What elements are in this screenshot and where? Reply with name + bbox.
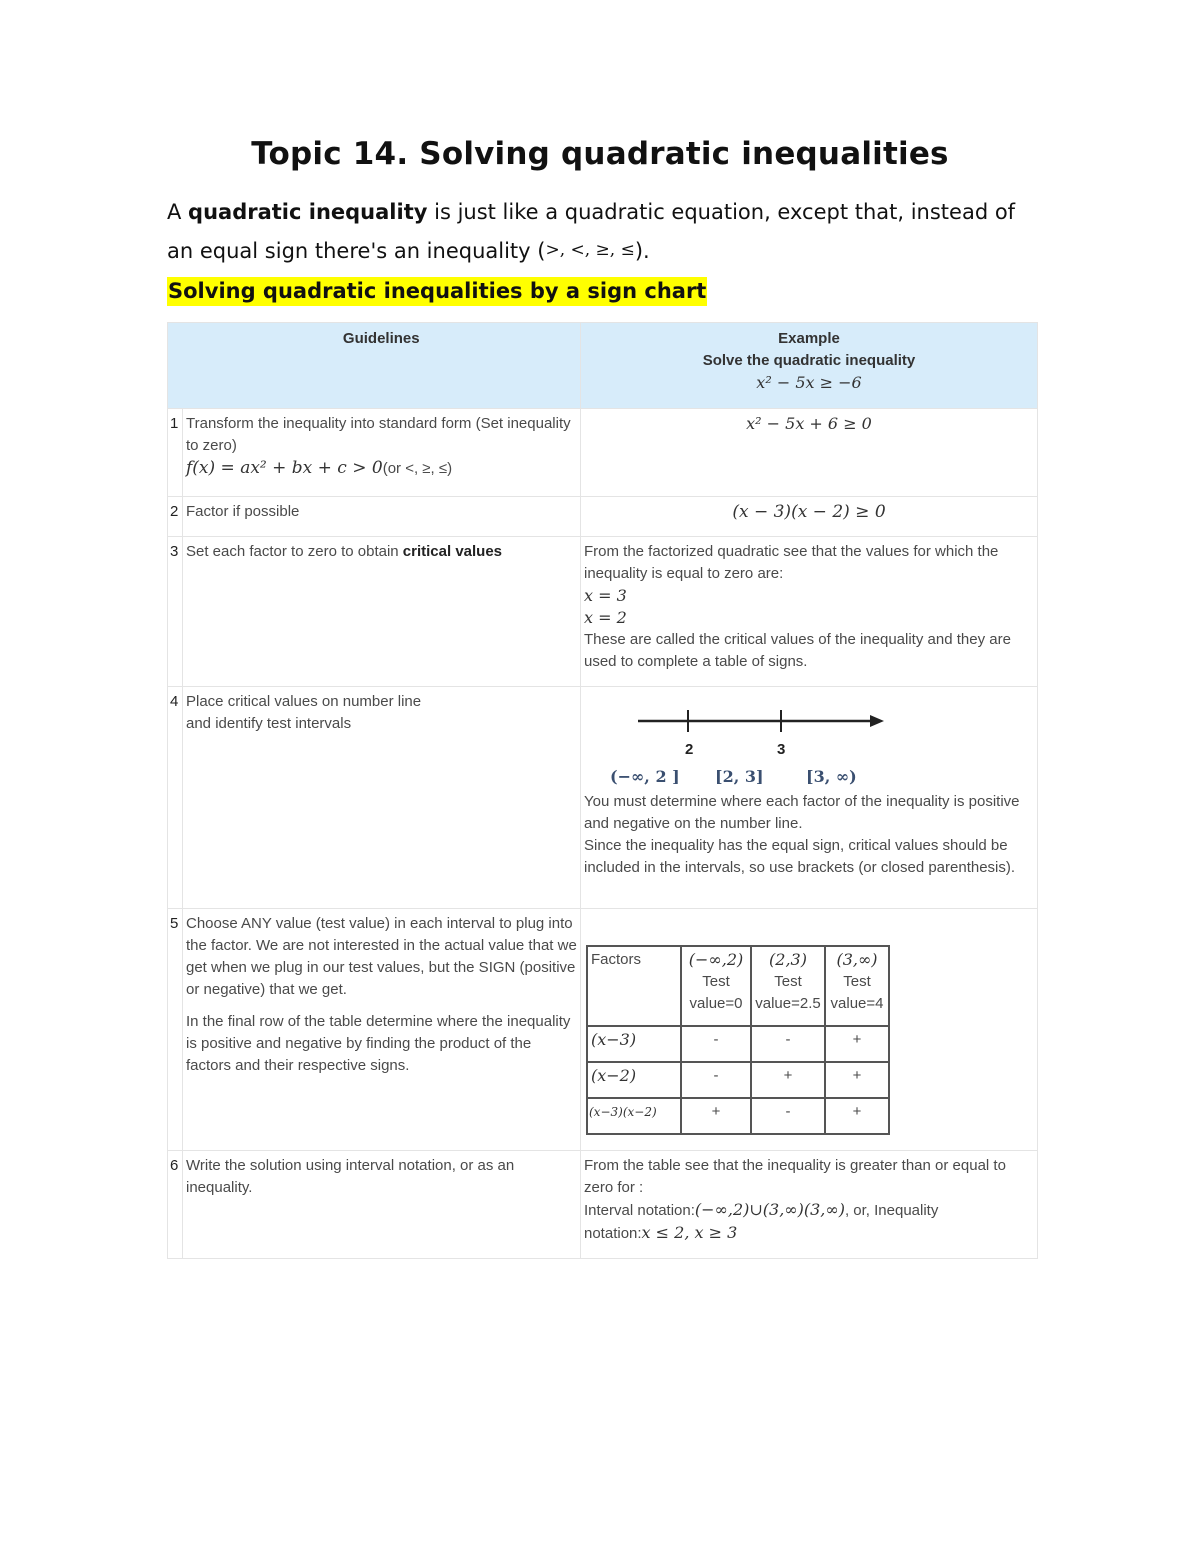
- step-guideline: Set each factor to zero to obtain critical values: [183, 537, 581, 687]
- interval-header: (−∞,2) Test value=0: [681, 946, 751, 1026]
- step-guideline: Transform the inequality into standard form (Set inequality to zero) f(x) = ax² + bx + c > 0(or <, ≥, ≤): [183, 409, 581, 497]
- step-number: 5: [168, 909, 183, 1151]
- standard-form-example: x² − 5x + 6 ≥ 0: [746, 414, 872, 433]
- header-guidelines: Guidelines: [183, 323, 581, 409]
- sign-chart-row: [587, 1098, 889, 1134]
- critical-value-1: x = 3: [584, 586, 627, 605]
- number-line-figure: [598, 697, 898, 787]
- standard-form-math: f(x) = ax² + bx + c > 0: [186, 458, 383, 478]
- sign-cell: -: [681, 1062, 751, 1098]
- tick-label: 3: [777, 741, 786, 758]
- sign-chart-row: [587, 1026, 889, 1062]
- factor-name: (x−3): [587, 1026, 681, 1062]
- sign-chart-row: [587, 1062, 889, 1098]
- step-number: 6: [168, 1151, 183, 1259]
- critical-values-term: critical values: [402, 543, 503, 560]
- step-example: [581, 909, 1038, 1151]
- interval-label: (−∞, 2 ]: [610, 767, 680, 786]
- sign-chart-table: [586, 945, 890, 1135]
- header-example-subtitle: Solve the quadratic inequality: [702, 352, 916, 369]
- step-guideline: Choose ANY value (test value) in each interval to plug into the factor. We are not interested in the actual value that we get when we plug in our test values, but the SIGN (positive or negative) that we get. In the final row of the table determine where the inequality is positive and negative by finding the product of the factors and their respective signs.: [183, 909, 581, 1151]
- header-example: [581, 323, 1038, 409]
- interval-label: [3, ∞): [806, 767, 857, 786]
- header-example-math: x² − 5x ≥ −6: [756, 373, 862, 392]
- standard-form-suffix: (or <, ≥, ≤): [382, 460, 453, 477]
- intro-term: quadratic inequality: [188, 200, 428, 224]
- sign-cell: +: [681, 1098, 751, 1134]
- step-number: 3: [168, 537, 183, 687]
- inequality-symbols: >, <, ≥, ≤: [545, 240, 635, 260]
- section-heading: Solving quadratic inequalities by a sign chart: [167, 277, 707, 306]
- factor-name: (x−2): [587, 1062, 681, 1098]
- factored-form: (x − 3)(x − 2) ≥ 0: [732, 502, 886, 522]
- sign-cell: -: [751, 1026, 825, 1062]
- number-line-arrowhead: [870, 715, 884, 727]
- table-row: [168, 497, 1038, 537]
- intro-prefix: A: [167, 200, 189, 224]
- intro-paragraph: [167, 193, 1047, 270]
- header-num-cell: [168, 323, 183, 409]
- inequality-notation-math: x ≤ 2, x ≥ 3: [641, 1223, 738, 1242]
- step-example: [581, 497, 1038, 537]
- sign-cell: +: [751, 1062, 825, 1098]
- interval-label: [2, 3]: [715, 767, 764, 786]
- factor-name: (x−3)(x−2): [587, 1098, 681, 1134]
- sign-cell: -: [681, 1026, 751, 1062]
- step-number: 1: [168, 409, 183, 497]
- factors-header: Factors: [587, 946, 681, 1026]
- step-example: 2 3 (−∞, 2 ] [2, 3] [3, ∞) You must determine where each factor of the inequality is positive and negative on the number line. Since the inequality has the equal sign, critical values should be included in the intervals, so use brackets (or closed parenthesis).: [581, 687, 1038, 909]
- sign-chart-header-row: [587, 946, 889, 1026]
- interval-header: (3,∞) Test value=4: [825, 946, 889, 1026]
- intro-text-end: ).: [634, 239, 650, 263]
- interval-header: (2,3) Test value=2.5: [751, 946, 825, 1026]
- step-number: 2: [168, 497, 183, 537]
- sign-cell: +: [825, 1026, 889, 1062]
- table-row: [168, 409, 1038, 497]
- table-row: [168, 1151, 1038, 1259]
- step-example: [581, 409, 1038, 497]
- tick-label: 2: [685, 741, 694, 758]
- table-row: [168, 909, 1038, 1151]
- header-example-title: Example: [778, 330, 840, 347]
- step-example: From the factorized quadratic see that the values for which the inequality is equal to zero are: x = 3 x = 2 These are called the critical values of the inequality and they are used to complete a table of signs.: [581, 537, 1038, 687]
- step-guideline: Factor if possible: [183, 497, 581, 537]
- table-header-row: [168, 323, 1038, 409]
- sign-cell: -: [751, 1098, 825, 1134]
- step-guideline: Place critical values on number line and identify test intervals: [183, 687, 581, 909]
- table-row: [168, 687, 1038, 909]
- step-guideline: Write the solution using interval notation, or as an inequality.: [183, 1151, 581, 1259]
- sign-cell: +: [825, 1062, 889, 1098]
- page-title: Topic 14. Solving quadratic inequalities: [251, 136, 949, 172]
- intro-text: is just like a quadratic equation, except that, instead of an equal sign there's an inequality (: [167, 200, 1016, 263]
- interval-notation-math: (−∞,2)∪(3,∞)(3,∞): [694, 1200, 845, 1219]
- critical-value-2: x = 2: [584, 608, 627, 627]
- guidelines-table: [167, 322, 1038, 1259]
- step-number: 4: [168, 687, 183, 909]
- sign-cell: +: [825, 1098, 889, 1134]
- step-example: From the table see that the inequality is greater than or equal to zero for : Interval notation:(−∞,2)∪(3,∞)(3,∞), or, Inequality notation:x ≤ 2, x ≥ 3: [581, 1151, 1038, 1259]
- table-row: [168, 537, 1038, 687]
